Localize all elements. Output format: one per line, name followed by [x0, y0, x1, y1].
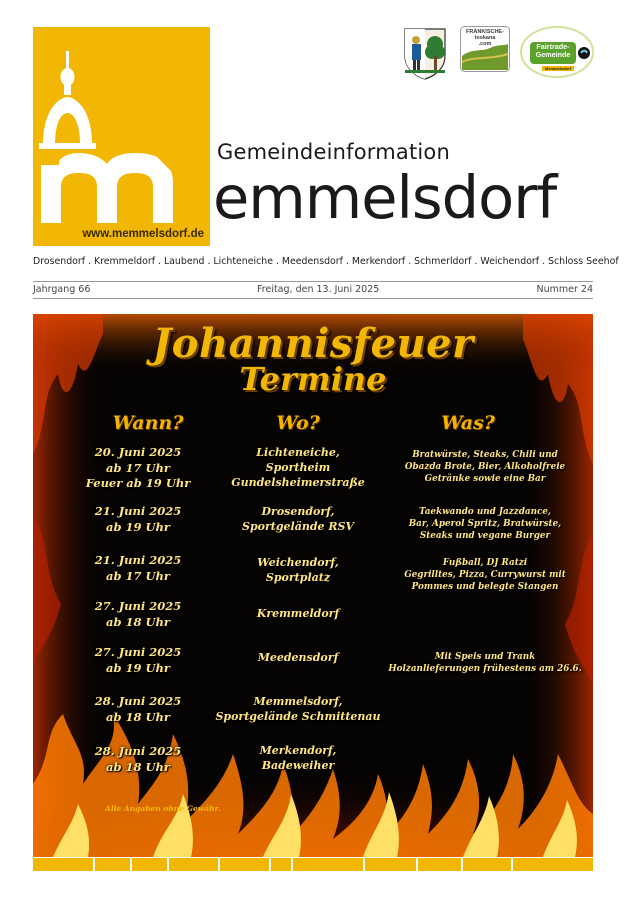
- johannisfeuer-poster: [33, 314, 593, 857]
- event-location: Meedensdorf: [257, 651, 339, 664]
- event-offer: Bar, Aperol Spritz, Bratwürste,: [408, 518, 562, 529]
- footer-divider: [218, 858, 220, 871]
- event-offer: Getränke sowie eine Bar: [424, 473, 546, 484]
- event-time: ab 18 Uhr: [106, 709, 170, 724]
- issue-number: Nummer 24: [536, 284, 593, 295]
- event-time: ab 19 Uhr: [106, 660, 170, 675]
- event-when: [73, 599, 203, 630]
- event-where: [213, 744, 383, 774]
- event-location: Drosendorf,: [261, 505, 335, 518]
- badge-line: Fairtrade-: [536, 42, 570, 51]
- event-time: ab 19 Uhr: [106, 519, 170, 534]
- event-offer: Fußball, DJ Ratzi: [442, 558, 528, 568]
- event-time: Feuer ab 19 Uhr: [85, 476, 191, 491]
- column-header-what: Was?: [441, 412, 495, 434]
- event-location: Badeweiher: [261, 758, 335, 772]
- event-what: [385, 558, 585, 594]
- poster-title: Johannisfeuer: [152, 320, 474, 367]
- event-where: [213, 556, 383, 586]
- event-date: 28. Juni 2025: [94, 694, 182, 708]
- event-where: [213, 446, 383, 491]
- coat-of-arms-icon: [402, 26, 448, 80]
- event-location: Weichendorf,: [257, 556, 339, 569]
- event-time: ab 17 Uhr: [106, 460, 170, 475]
- poster-subtitle: Termine: [239, 360, 387, 398]
- event-where: [213, 607, 383, 622]
- event-location: Sportgelände Schmittenau: [215, 709, 381, 723]
- event-date: 27. Juni 2025: [94, 645, 182, 659]
- column-header-where: Wo?: [276, 412, 320, 434]
- footer-divider: [363, 858, 365, 871]
- badge-line: FRÄNKISCHE-: [466, 29, 504, 35]
- badge-line: .com: [478, 41, 492, 47]
- badge-line: Gemeinde: [535, 50, 571, 59]
- disclaimer: Alle Angaben ohne Gewähr.: [105, 804, 221, 813]
- event-when: [73, 504, 203, 535]
- event-location: Memmelsdorf,: [253, 695, 343, 708]
- church-tower-logo-icon: [33, 27, 210, 246]
- website-url[interactable]: www.memmelsdorf.de: [82, 228, 204, 240]
- event-offer: Gegrilltes, Pizza, Currywurst mit: [404, 569, 566, 580]
- partner-badges: [402, 26, 594, 82]
- event-location: Sportgelände RSV: [242, 519, 354, 533]
- event-when: [73, 445, 203, 492]
- event-location: Gundelsheimerstraße: [231, 475, 365, 489]
- event-where: [213, 505, 383, 535]
- event-time: ab 18 Uhr: [106, 759, 170, 774]
- footer-bar: [33, 858, 593, 871]
- event-when: [73, 645, 203, 676]
- event-time: ab 18 Uhr: [106, 614, 170, 629]
- divider: [33, 281, 593, 282]
- event-offer: Bratwürste, Steaks, Chili und: [412, 450, 558, 460]
- event-what: [385, 652, 585, 676]
- event-where: [213, 651, 383, 666]
- event-where: [203, 695, 393, 725]
- event-offer: Taekwando und Jazzdance,: [419, 507, 551, 517]
- event-when: [73, 694, 203, 725]
- footer-divider: [511, 858, 513, 871]
- divider: [33, 298, 593, 299]
- event-when: [73, 553, 203, 584]
- footer-divider: [461, 858, 463, 871]
- fairtrade-badge[interactable]: [520, 26, 594, 78]
- event-location: Sportplatz: [265, 570, 331, 584]
- badge-line: Memmelsdorf: [544, 66, 571, 71]
- event-location: Kremmeldorf: [256, 607, 340, 620]
- footer-divider: [416, 858, 418, 871]
- issue-date: Freitag, den 13. Juni 2025: [257, 284, 380, 295]
- event-date: 27. Juni 2025: [94, 599, 182, 613]
- event-offer: Holzanlieferungen frühestens am 26.6.: [388, 663, 582, 674]
- event-offer: Steaks und vegane Burger: [419, 530, 551, 541]
- footer-divider: [130, 858, 132, 871]
- badge-line: toskana: [474, 35, 496, 41]
- event-location: Lichteneiche,: [256, 446, 340, 459]
- footer-divider: [167, 858, 169, 871]
- fraenkische-toskana-badge[interactable]: [460, 26, 510, 72]
- volume-label: Jahrgang 66: [33, 284, 91, 295]
- event-what: [385, 450, 585, 486]
- event-offer: Mit Speis und Trank: [434, 652, 536, 662]
- village-list: Drosendorf . Kremmeldorf . Laubend . Lichteneiche . Meedensdorf . Merkendorf . Schmerldorf . Weichendorf . Schloss Seehof: [33, 256, 619, 267]
- footer-divider: [291, 858, 293, 871]
- event-date: 21. Juni 2025: [94, 553, 182, 567]
- masthead-logo: [33, 27, 210, 246]
- newsletter-subtitle: Gemeindeinformation: [217, 140, 450, 164]
- event-date: 21. Juni 2025: [94, 504, 182, 518]
- event-what: [385, 507, 585, 543]
- event-location: Sportheim: [265, 460, 331, 474]
- event-offer: Pommes und belegte Stangen: [411, 581, 559, 592]
- event-location: Merkendorf,: [259, 744, 337, 757]
- footer-divider: [269, 858, 271, 871]
- event-offer: Obazda Brote, Bier, Alkoholfreie: [404, 461, 566, 472]
- newsletter-title: emmelsdorf: [213, 163, 557, 232]
- event-when: [73, 744, 203, 775]
- event-date: 28. Juni 2025: [94, 744, 182, 758]
- footer-divider: [93, 858, 95, 871]
- event-time: ab 17 Uhr: [106, 568, 170, 583]
- column-header-when: Wann?: [112, 412, 184, 434]
- event-date: 20. Juni 2025: [94, 445, 182, 459]
